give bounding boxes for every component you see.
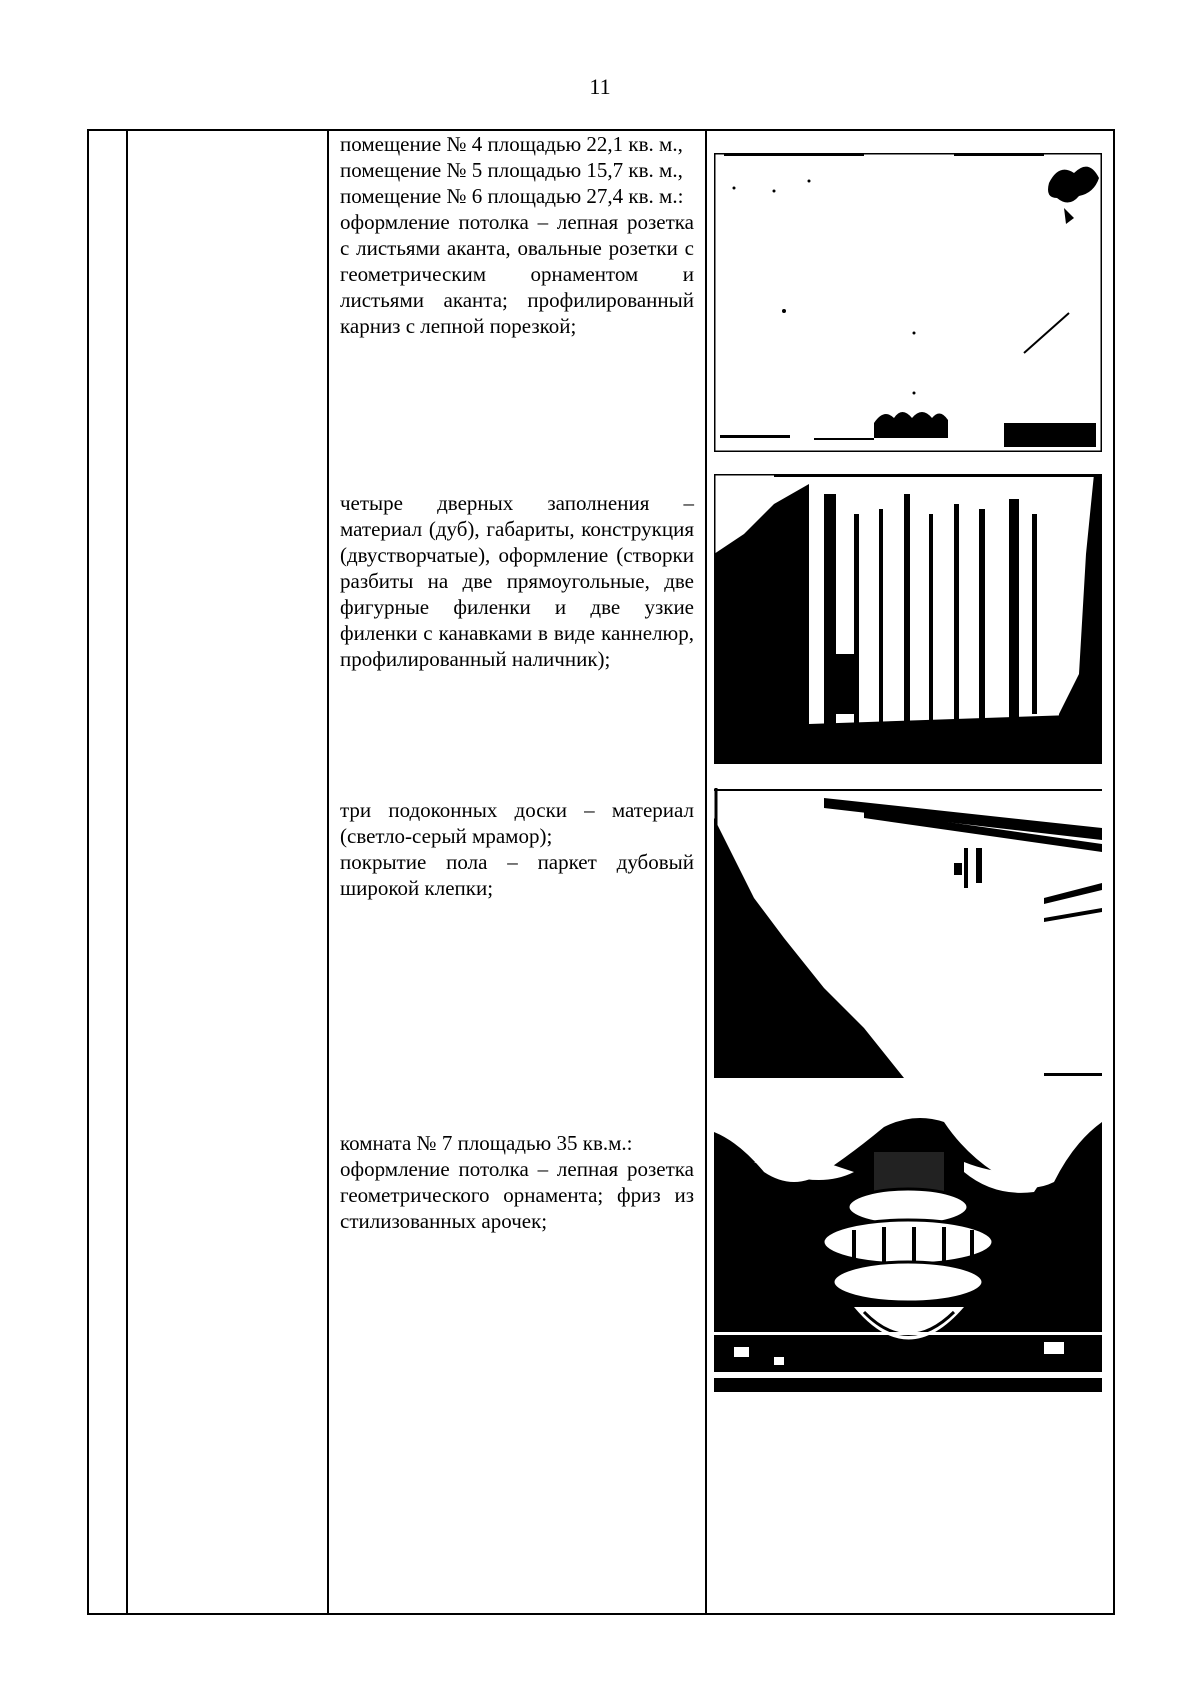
description-entry [340,1130,694,1234]
window-sill-photo [714,788,1102,1078]
page-number: 11 [589,74,611,99]
description-entry [340,797,694,901]
entry-line: три подоконных доски – материал (светло-серый мрамор); [340,798,694,848]
entry-line: покрытие пола – паркет дубовый широкой клепки; [340,850,694,900]
double-door-photo [714,474,1102,764]
entry-line: комната № 7 площадью 35 кв.м.: [340,1131,633,1155]
description-entry [340,131,694,339]
entry-line: четыре дверных заполнения – материал (дуб), габариты, конструкция (двустворчатые), оформление (створки разбиты на две прямоугольные, две фигурные филенки и две узкие филенки с канавками в виде каннелюр, профилированный наличник); [340,491,694,671]
description-entry [340,490,694,672]
ceiling-rosette-photo [714,153,1102,452]
chandelier-photo [714,1102,1102,1392]
entry-line: помещение № 5 площадью 15,7 кв. м., [340,158,683,182]
entry-line: помещение № 4 площадью 22,1 кв. м., [340,132,683,156]
entry-line: оформление потолка – лепная розетка с листьями аканта, овальные розетки с геометрическим орнаментом и листьями аканта; профилированный карниз с лепной порезкой; [340,210,694,338]
column-divider [705,131,707,1613]
column-divider [126,131,128,1613]
entry-line: оформление потолка – лепная розетка геометрического орнамента; фриз из стилизованных арочек; [340,1157,694,1233]
column-divider [327,131,329,1613]
entry-line: помещение № 6 площадью 27,4 кв. м.: [340,184,684,208]
